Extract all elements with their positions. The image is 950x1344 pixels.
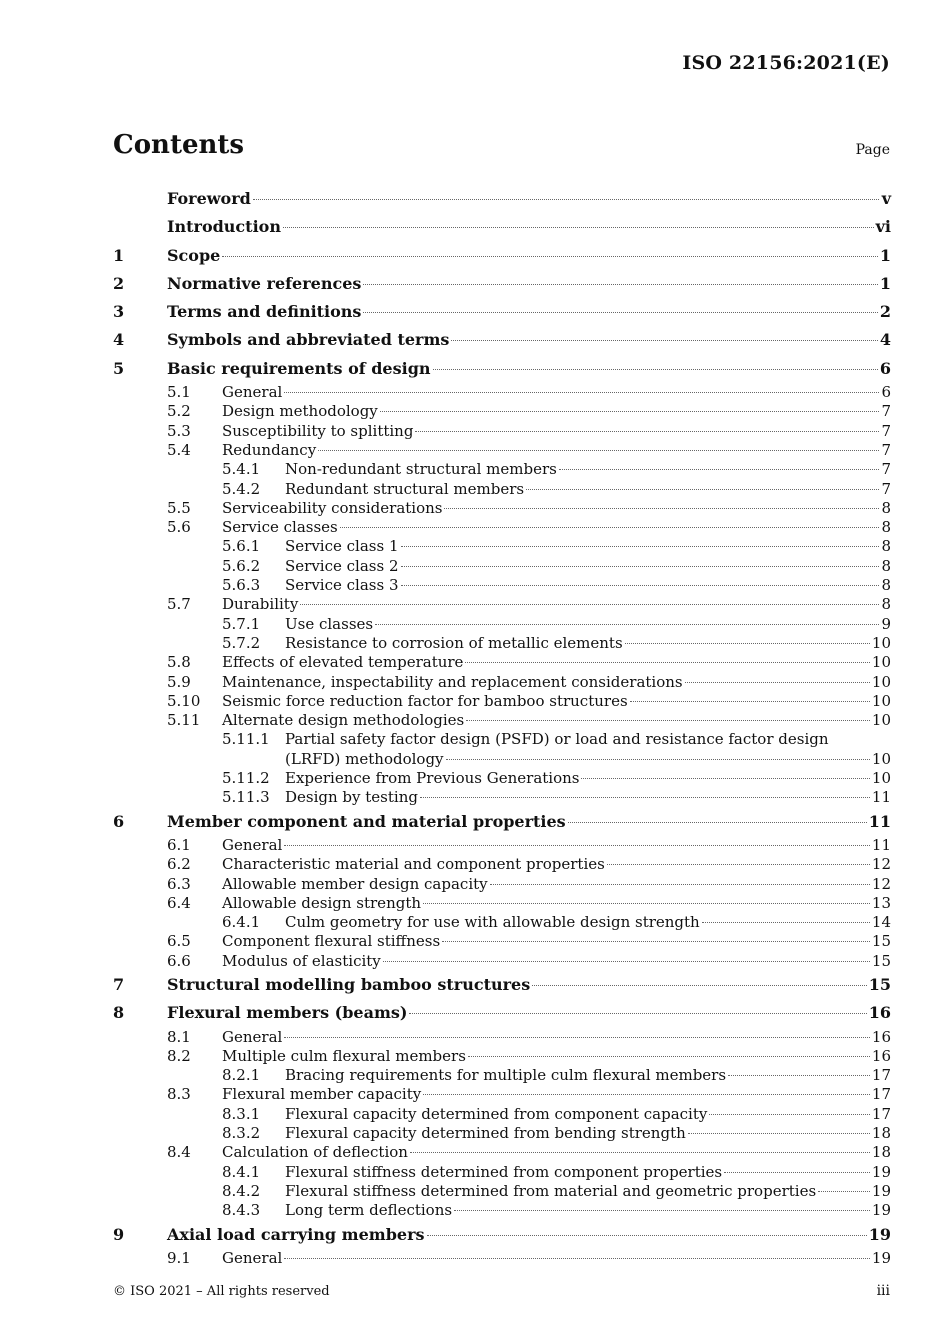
toc-entry-page: 18 [871, 1124, 891, 1143]
dot-leader [427, 1235, 867, 1236]
toc-entry-number: 9.1 [167, 1248, 191, 1267]
toc-entry-title: Design by testing [285, 788, 418, 807]
toc-entry-title: Allowable design strength [222, 893, 422, 912]
dot-leader [318, 450, 879, 451]
dot-leader [607, 864, 870, 865]
toc-entry-number: 5.7.1 [222, 614, 261, 633]
toc-entry-page: 16 [868, 1003, 891, 1023]
table-of-contents [113, 185, 891, 1268]
toc-entry-page: 8 [881, 556, 891, 575]
toc-entry-title: Structural modelling bamboo structures [167, 974, 531, 994]
dot-leader [401, 585, 880, 586]
toc-entry-title: General [222, 1027, 283, 1046]
toc-entry-number: 2 [113, 273, 125, 293]
dot-leader [283, 227, 874, 228]
toc-entry-number: 5.11.2 [222, 769, 270, 788]
toc-entry-number: 8.4 [167, 1143, 191, 1162]
dot-leader [454, 1210, 870, 1211]
toc-entry-number: 6.5 [167, 932, 191, 951]
toc-entry-number: 5.8 [167, 653, 191, 672]
toc-entry-page: 18 [871, 1143, 891, 1162]
toc-entry[interactable] [113, 185, 891, 213]
toc-entry-title: Component flexural stiffness [222, 932, 441, 951]
dot-leader [625, 643, 870, 644]
dot-leader [363, 284, 877, 285]
toc-entry-number: 5.10 [167, 691, 201, 710]
toc-entry[interactable] [113, 1066, 891, 1085]
toc-entry-number: 5.11.3 [222, 788, 270, 807]
toc-entry-number: 8.3.1 [222, 1104, 261, 1123]
toc-entry-number: 4 [113, 330, 125, 350]
toc-entry-number: 5.4.1 [222, 460, 261, 479]
toc-entry-page: 19 [871, 1162, 891, 1181]
toc-entry-title: Use classes [285, 614, 374, 633]
toc-entry-page: 10 [871, 711, 891, 730]
toc-entry-number: 1 [113, 245, 125, 265]
toc-entry-page: 12 [871, 855, 891, 874]
dot-leader [401, 566, 880, 567]
toc-entry-page: 6 [881, 383, 891, 402]
dot-leader [375, 624, 879, 625]
toc-entry-page: 17 [871, 1066, 891, 1085]
toc-entry-number: 5 [113, 358, 125, 378]
toc-entry-title: Flexural stiffness determined from material and geometric properties [285, 1181, 817, 1200]
dot-leader [415, 431, 879, 432]
toc-entry-page: 10 [871, 672, 891, 691]
toc-entry-title: Service classes [222, 518, 338, 537]
toc-entry-title: Non-redundant structural members [285, 460, 557, 479]
toc-entry-number: 6.6 [167, 951, 191, 970]
toc-entry-title: Terms and definitions [167, 302, 362, 322]
toc-entry-page: 8 [881, 595, 891, 614]
toc-entry-number: 8.1 [167, 1027, 191, 1046]
toc-entry[interactable] [113, 576, 891, 595]
toc-entry-number: 8.4.3 [222, 1201, 261, 1220]
toc-entry-number: 5.6.3 [222, 576, 261, 595]
toc-entry[interactable] [113, 213, 891, 241]
toc-entry-number: 8.2.1 [222, 1066, 261, 1085]
toc-entry-title: Redundant structural members [285, 479, 525, 498]
toc-entry[interactable] [113, 537, 891, 556]
toc-entry-number: 5.3 [167, 421, 191, 440]
page-column-label: Page [855, 142, 890, 158]
toc-entry-page: 1 [879, 273, 891, 293]
toc-entry-number: 7 [113, 974, 125, 994]
toc-entry-page: 8 [881, 576, 891, 595]
toc-entry[interactable] [113, 673, 891, 692]
toc-entry[interactable] [113, 1143, 891, 1162]
toc-entry-page: 7 [881, 421, 891, 440]
toc-entry-title: Member component and material properties [167, 811, 566, 831]
toc-entry-page: 13 [871, 893, 891, 912]
toc-entry[interactable] [113, 808, 891, 836]
toc-entry-title: General [222, 835, 283, 854]
toc-entry-title: Normative references [167, 273, 362, 293]
dot-leader [709, 1114, 870, 1115]
toc-entry[interactable] [113, 242, 891, 270]
toc-entry-page: v [881, 189, 891, 208]
toc-entry-title: Serviceability considerations [222, 498, 443, 517]
toc-entry-title: Flexural member capacity [222, 1085, 422, 1104]
toc-entry-title-continued: (LRFD) methodology [285, 749, 444, 768]
toc-entry[interactable] [113, 557, 891, 576]
toc-entry-title: Susceptibility to splitting [222, 421, 414, 440]
dot-leader [468, 1056, 870, 1057]
toc-entry[interactable] [113, 1182, 891, 1201]
toc-entry[interactable] [113, 615, 891, 634]
toc-entry-page: 10 [871, 653, 891, 672]
toc-entry-title: Flexural capacity determined from component capacity [285, 1104, 708, 1123]
toc-entry[interactable] [113, 932, 891, 951]
dot-leader [253, 199, 879, 200]
toc-entry[interactable] [113, 913, 891, 932]
dot-leader [728, 1075, 870, 1076]
toc-entry-number: 5.4 [167, 440, 191, 459]
dot-leader [433, 369, 878, 370]
toc-entry[interactable] [113, 788, 891, 807]
toc-entry-page: 17 [871, 1104, 891, 1123]
toc-entry-title: Foreword [167, 189, 251, 208]
toc-entry-title: Flexural capacity determined from bending strength [285, 1124, 686, 1143]
toc-entry-number: 6.2 [167, 855, 191, 874]
copyright-notice: © ISO 2021 – All rights reserved [113, 1284, 330, 1299]
dot-leader [568, 822, 867, 823]
toc-entry-page: 10 [871, 633, 891, 652]
toc-entry-number: 6.4.1 [222, 913, 261, 932]
toc-entry-number: 6.1 [167, 835, 191, 854]
toc-entry[interactable] [113, 595, 891, 614]
toc-entry-title: General [222, 383, 283, 402]
toc-entry-title: Bracing requirements for multiple culm flexural members [285, 1066, 727, 1085]
toc-entry-title: Culm geometry for use with allowable design strength [285, 913, 700, 932]
toc-entry-number: 8.3.2 [222, 1124, 261, 1143]
toc-entry-page: 11 [868, 811, 891, 831]
toc-entry-number: 5.5 [167, 498, 191, 517]
toc-entry-number: 8.2 [167, 1046, 191, 1065]
toc-entry-page: 6 [879, 358, 891, 378]
toc-entry-number: 9 [113, 1224, 125, 1244]
toc-entry[interactable] [113, 1124, 891, 1143]
toc-entry-page: 14 [871, 913, 891, 932]
toc-entry-page: 19 [871, 1248, 891, 1267]
dot-leader [423, 903, 870, 904]
toc-entry-page: 16 [871, 1027, 891, 1046]
toc-entry[interactable] [113, 1221, 891, 1249]
toc-entry-title: Alternate design methodologies [222, 711, 465, 730]
toc-entry[interactable] [113, 422, 891, 441]
toc-entry-page: 8 [881, 498, 891, 517]
toc-entry[interactable] [113, 326, 891, 354]
toc-entry[interactable] [113, 999, 891, 1027]
toc-entry[interactable] [113, 692, 891, 711]
toc-entry-page: 15 [868, 974, 891, 994]
toc-entry-title: Symbols and abbreviated terms [167, 330, 450, 350]
toc-entry-page: 7 [881, 460, 891, 479]
toc-entry-title: Experience from Previous Generations [285, 769, 580, 788]
dot-leader [702, 922, 870, 923]
toc-entry-title: Basic requirements of design [167, 358, 431, 378]
toc-entry-number: 8.3 [167, 1085, 191, 1104]
toc-entry-number: 5.1 [167, 383, 191, 402]
toc-entry-title: Scope [167, 245, 221, 265]
toc-entry[interactable] [113, 1085, 891, 1104]
toc-entry-title: Resistance to corrosion of metallic elements [285, 633, 623, 652]
toc-entry-number: 5.11.1 [222, 730, 270, 749]
toc-entry-title: Flexural members (beams) [167, 1003, 408, 1023]
toc-entry-number: 5.7.2 [222, 633, 261, 652]
toc-entry-page: 8 [881, 518, 891, 537]
toc-entry-page: 12 [871, 874, 891, 893]
toc-entry[interactable] [113, 518, 891, 537]
toc-entry[interactable] [113, 441, 891, 460]
toc-entry[interactable] [113, 769, 891, 788]
toc-entry-title: Seismic force reduction factor for bamboo structures [222, 691, 628, 710]
toc-entry-title: General [222, 1248, 283, 1267]
toc-entry-title: Maintenance, inspectability and replacement considerations [222, 672, 683, 691]
toc-entry[interactable] [113, 270, 891, 298]
toc-entry[interactable] [113, 875, 891, 894]
toc-entry[interactable] [113, 971, 891, 999]
toc-entry[interactable] [113, 1249, 891, 1268]
dot-leader [383, 961, 870, 962]
toc-entry-page: 7 [881, 402, 891, 421]
toc-entry[interactable] [113, 836, 891, 855]
toc-entry-number: 5.6.1 [222, 537, 261, 556]
dot-leader [818, 1191, 870, 1192]
toc-entry-title: Modulus of elasticity [222, 951, 381, 970]
toc-entry[interactable] [113, 1105, 891, 1124]
toc-entry[interactable] [113, 355, 891, 383]
toc-entry[interactable] [113, 855, 891, 874]
toc-entry-title: Partial safety factor design (PSFD) or load and resistance factor design [285, 730, 829, 749]
dot-leader [222, 256, 878, 257]
toc-entry-page: 8 [881, 537, 891, 556]
toc-entry[interactable] [113, 1028, 891, 1047]
toc-entry-page: vi [875, 217, 891, 237]
toc-entry-title: Service class 2 [285, 556, 399, 575]
toc-entry-number: 5.9 [167, 672, 191, 691]
dot-leader [284, 1037, 870, 1038]
toc-entry-number: 6.3 [167, 874, 191, 893]
toc-entry-page: 10 [871, 769, 891, 788]
toc-entry-title: Calculation of deflection [222, 1143, 408, 1162]
toc-entry[interactable] [113, 653, 891, 672]
toc-entry[interactable] [113, 402, 891, 421]
dot-leader [526, 489, 879, 490]
dot-leader [532, 985, 866, 986]
toc-entry-page: 10 [871, 691, 891, 710]
toc-entry-number: 6.4 [167, 893, 191, 912]
toc-entry-page: 19 [868, 1224, 891, 1244]
dot-leader [284, 845, 870, 846]
dot-leader [685, 682, 870, 683]
toc-entry-page: 11 [871, 788, 891, 807]
dot-leader [688, 1133, 870, 1134]
dot-leader [451, 340, 877, 341]
toc-entry-number: 5.6.2 [222, 556, 261, 575]
toc-entry-number: 5.4.2 [222, 479, 261, 498]
toc-entry-title: Introduction [167, 217, 281, 237]
toc-entry[interactable] [113, 711, 891, 730]
dot-leader [401, 546, 880, 547]
toc-entry-title: Long term deflections [285, 1201, 453, 1220]
toc-entry[interactable] [113, 730, 891, 769]
toc-entry[interactable] [113, 480, 891, 499]
toc-entry-page: 9 [881, 614, 891, 633]
toc-entry-number: 3 [113, 302, 125, 322]
toc-entry[interactable] [113, 499, 891, 518]
toc-entry-title: Multiple culm flexural members [222, 1046, 466, 1065]
toc-entry-title: Design methodology [222, 402, 378, 421]
dot-leader [284, 392, 879, 393]
toc-entry-number: 5.6 [167, 518, 191, 537]
dot-leader [363, 312, 877, 313]
toc-entry-page: 11 [871, 835, 891, 854]
toc-entry-page: 7 [881, 479, 891, 498]
toc-entry-number: 5.7 [167, 595, 191, 614]
dot-leader [465, 662, 869, 663]
toc-entry-number: 5.2 [167, 402, 191, 421]
toc-entry-title: Redundancy [222, 440, 317, 459]
toc-entry-page: 4 [879, 330, 891, 350]
toc-entry-page: 19 [871, 1181, 891, 1200]
toc-entry-title: Effects of elevated temperature [222, 653, 464, 672]
toc-entry-number: 5.11 [167, 711, 201, 730]
toc-entry-page: 16 [871, 1046, 891, 1065]
dot-leader [284, 1258, 870, 1259]
dot-leader [466, 720, 870, 721]
dot-leader [442, 941, 870, 942]
dot-leader [420, 797, 870, 798]
toc-entry-page: 15 [871, 932, 891, 951]
toc-entry-page: 15 [871, 951, 891, 970]
standard-identifier: ISO 22156:2021(E) [682, 52, 890, 74]
toc-entry[interactable] [113, 298, 891, 326]
dot-leader [300, 604, 879, 605]
contents-heading: Contents [113, 130, 245, 160]
toc-entry-title: Allowable member design capacity [222, 874, 488, 893]
dot-leader [724, 1172, 870, 1173]
dot-leader [581, 778, 869, 779]
toc-entry-title: Service class 3 [285, 576, 399, 595]
dot-leader [630, 701, 870, 702]
toc-entry[interactable] [113, 383, 891, 402]
toc-entry-number: 8.4.2 [222, 1181, 261, 1200]
dot-leader [410, 1152, 870, 1153]
dot-leader [444, 508, 879, 509]
toc-entry-page: 10 [871, 749, 891, 768]
toc-entry-page: 2 [879, 302, 891, 322]
toc-entry-page: 17 [871, 1085, 891, 1104]
toc-entry-title: Service class 1 [285, 537, 399, 556]
dot-leader [559, 469, 879, 470]
dot-leader [409, 1013, 866, 1014]
toc-entry[interactable] [113, 1163, 891, 1182]
dot-leader [423, 1094, 870, 1095]
toc-entry[interactable] [113, 894, 891, 913]
toc-entry[interactable] [113, 634, 891, 653]
toc-entry-number: 6 [113, 811, 125, 831]
toc-entry-number: 8.4.1 [222, 1162, 261, 1181]
toc-entry-title: Characteristic material and component properties [222, 855, 605, 874]
dot-leader [490, 884, 870, 885]
dot-leader [446, 759, 870, 760]
toc-entry-page: 19 [871, 1201, 891, 1220]
toc-entry[interactable] [113, 460, 891, 479]
toc-entry-number: 8 [113, 1003, 125, 1023]
toc-entry-page: 1 [879, 245, 891, 265]
toc-entry[interactable] [113, 952, 891, 971]
toc-entry-title: Flexural stiffness determined from component properties [285, 1162, 723, 1181]
toc-entry-title: Durability [222, 595, 299, 614]
toc-entry[interactable] [113, 1201, 891, 1220]
toc-entry-page: 7 [881, 440, 891, 459]
page-number: iii [876, 1283, 890, 1299]
toc-entry[interactable] [113, 1047, 891, 1066]
toc-entry-title: Axial load carrying members [167, 1224, 425, 1244]
dot-leader [380, 411, 879, 412]
dot-leader [340, 527, 879, 528]
